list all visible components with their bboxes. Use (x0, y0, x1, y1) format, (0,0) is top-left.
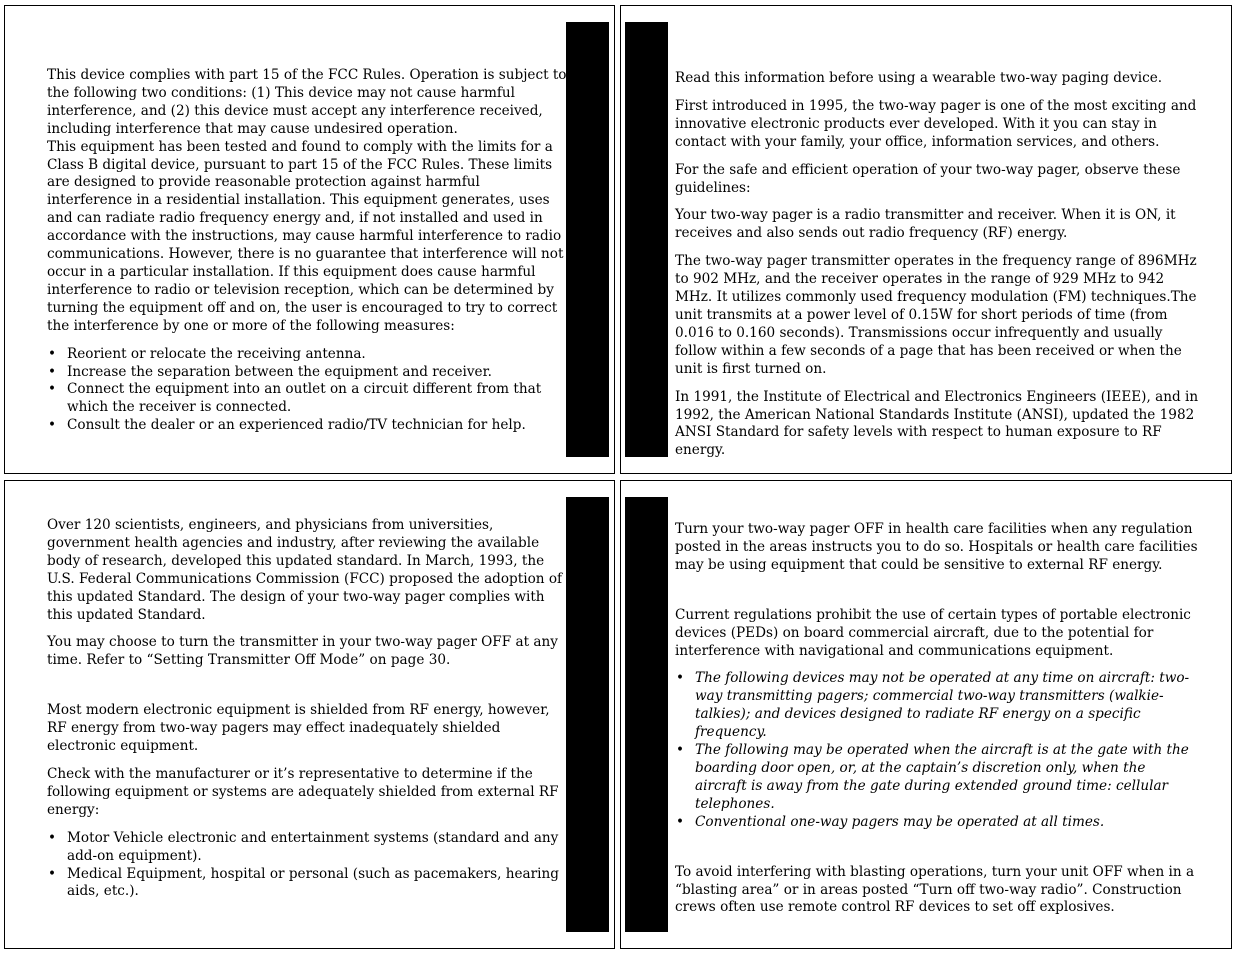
list-item: • Consult the dealer or an experienced radio/TV technician for help. (47, 417, 567, 435)
page-panel-safety-intro (620, 5, 1232, 474)
equipment-list (47, 830, 567, 902)
list-item: • Connect the equipment into an outlet on a circuit different from that which the receiver is connected. (47, 381, 567, 417)
page-tab-marker (566, 22, 609, 457)
list-item: • Reorient or relocate the receiving antenna. (47, 346, 567, 364)
transmitter-off-paragraph: You may choose to turn the transmitter in your two-way pager OFF at any time. Refer to “Setting Transmitter Off Mode” on page 30. (47, 634, 558, 669)
list-item: • Conventional one-way pagers may be operated at all times. (675, 814, 1200, 832)
frequency-paragraph: The two-way pager transmitter operates in the frequency range of 896MHz to 902 MHz, and the receiver operates in the range of 929 MHz to 942 MHz. It utilizes commonly used frequency modulation (FM) techniques.The unit transmits at a power level of 0.15W for short periods of time (from 0.016 to 0.160 seconds). Transmissions occur infrequently and usually follow within a few seconds of a page that has been received or when the unit is first turned on. (675, 253, 1197, 377)
list-item: • Increase the separation between the equipment and receiver. (47, 364, 567, 382)
transmitter-paragraph: Your two-way pager is a radio transmitter and receiver. When it is ON, it receives and also sends out radio frequency (RF) energy. (675, 207, 1176, 242)
page-content (47, 67, 567, 435)
aircraft-rules-list (675, 670, 1200, 831)
page-panel-standards (4, 480, 615, 949)
fcc-conditions-paragraph: This device complies with part 15 of the FCC Rules. Operation is subject to the following two conditions: (1) This device may not cause harmful interference, and (2) this device must accept any interference received, including interference that may cause undesired operation. (47, 67, 567, 137)
manufacturer-paragraph: Check with the manufacturer or it’s representative to determine if the following equipment or systems are adequately shielded from external RF energy: (47, 765, 559, 818)
scientists-paragraph: Over 120 scientists, engineers, and physicians from universities, government health agencies and industry, after reviewing the available body of research, developed this updated standard. In March, 1993, the U.S. Federal Communications Commission (FCC) proposed the adoption of this updated Standard. The design of your two-way pager complies with this updated Standard. (47, 517, 563, 623)
page-panel-fcc (4, 5, 615, 474)
standards-paragraph: In 1991, the Institute of Electrical and Electronics Engineers (IEEE), and in 1992, the American National Standards Institute (ANSI), updated the 1982 ANSI Standard for safety levels with respect to human exposure to RF energy. (675, 388, 1199, 459)
history-paragraph: First introduced in 1995, the two-way pager is one of the most exciting and innovative electronic products ever developed. With it you can stay in contact with your family, your office, information services, and others. (675, 97, 1197, 150)
intro-paragraph: Read this information before using a wearable two-way paging device. (675, 70, 1163, 86)
page-tab-marker (566, 497, 609, 932)
list-item: • The following devices may not be operated at any time on aircraft: two-way transmitting pagers; commercial two-way transmitters (walkie-talkies); and devices designed to radiate RF energy on a specific frequency. (675, 670, 1200, 742)
list-item: • The following may be operated when the aircraft is at the gate with the boarding door open, or, at the captain’s discretion only, when the aircraft is away from the gate during extended ground time: cellular telephones. (675, 742, 1200, 814)
page-content (47, 517, 567, 901)
page-panel-restrictions (620, 480, 1232, 949)
shielding-paragraph: Most modern electronic equipment is shielded from RF energy, however, RF energy from two-way pagers may effect inadequately shielded electronic equipment. (47, 702, 550, 755)
page-content (675, 70, 1200, 460)
aircraft-paragraph: Current regulations prohibit the use of certain types of portable electronic devices (PEDs) on board commercial aircraft, due to the potential for interference with navigational and communications equipment. (675, 606, 1191, 659)
list-item: • Motor Vehicle electronic and entertainment systems (standard and any add-on equipment). (47, 830, 567, 866)
list-item: • Medical Equipment, hospital or personal (such as pacemakers, hearing aids, etc.). (47, 866, 567, 902)
page-content (675, 521, 1200, 917)
guidelines-paragraph: For the safe and efficient operation of your two-way pager, observe these guidelines: (675, 161, 1181, 196)
measures-list (47, 346, 567, 436)
blasting-paragraph: To avoid interfering with blasting operations, turn your unit OFF when in a “blasting area” or in areas posted “Turn off two-way radio”. Construction crews often use remote control RF devices to set off explosives. (675, 863, 1195, 916)
health-care-paragraph: Turn your two-way pager OFF in health care facilities when any regulation posted in the areas instructs you to do so. Hospitals or health care facilities may be using equipment that could be sensitive to external RF energy. (675, 521, 1198, 573)
page-tab-marker (625, 497, 668, 932)
fcc-class-b-paragraph: This equipment has been tested and found to comply with the limits for a Class B digital device, pursuant to part 15 of the FCC Rules. These limits are designed to provide reasonable protection against harmful interference in a residential installation. This equipment generates, uses and can radiate radio frequency energy and, if not installed and used in accordance with the instructions, may cause harmful interference to radio communications. However, there is no guarantee that interference will not occur in a particular installation. If this equipment does cause harmful interference to radio or television reception, which can be determined by turning the equipment off and on, the user is encouraged to try to correct the interference by one or more of the following measures: (47, 138, 564, 334)
page-tab-marker (625, 22, 668, 457)
